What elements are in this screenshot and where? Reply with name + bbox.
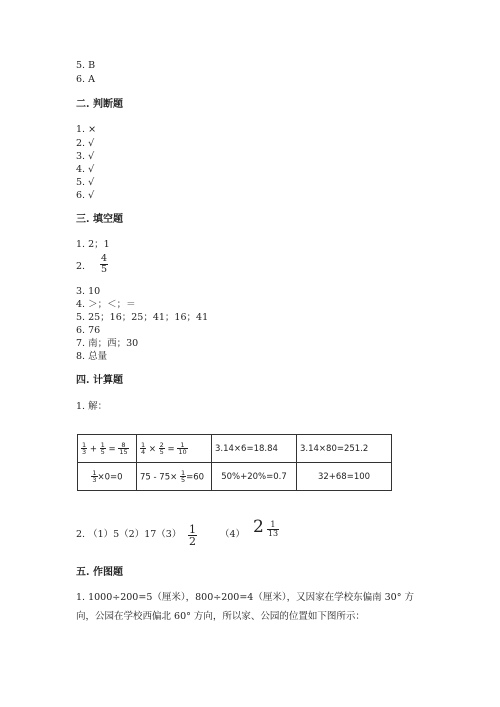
section-title-fill: 三. 填空题 bbox=[76, 214, 123, 225]
mixed-whole: 2 bbox=[253, 517, 264, 537]
judgement-5: 5. √ bbox=[76, 177, 95, 188]
section-title-drawing: 五. 作图题 bbox=[76, 567, 123, 578]
fill-1: 1. 2；1 bbox=[76, 239, 110, 250]
judgement-6: 6. √ bbox=[76, 190, 95, 201]
fill-5: 5. 25；16；25；41；16；41 bbox=[76, 312, 209, 323]
fraction: $\frac{1}{5}$ bbox=[180, 468, 186, 484]
table-cell: 3.14×6=18.84 bbox=[212, 435, 297, 463]
table-cell: 50%+20%=0.7 bbox=[212, 463, 297, 491]
fill-8: 8. 总量 bbox=[76, 351, 108, 362]
fraction: $\frac{1}{3}$ bbox=[92, 468, 97, 484]
fill-7: 7. 南；西；30 bbox=[76, 338, 139, 349]
table-cell: 75 - 75× $\frac{1}{5}$ =60 bbox=[137, 463, 212, 491]
fraction: $\frac{1}{5}$ bbox=[100, 440, 105, 456]
judgement-2: 2. √ bbox=[76, 138, 95, 149]
fraction: $\frac{1}{3}$ bbox=[82, 440, 87, 456]
fraction: $\frac{2}{5}$ bbox=[159, 440, 164, 456]
fraction: $\frac{1}{4}$ bbox=[141, 440, 146, 456]
fraction: $\frac{1}{10}$ bbox=[178, 440, 187, 456]
fill-4: 4. ＞；＜；＝ bbox=[76, 299, 136, 310]
answer-5: 5. B bbox=[76, 60, 96, 71]
table-cell: 3.14×80=251.2 bbox=[297, 435, 392, 463]
table-cell: $\frac{1}{3}$ ×0=0 bbox=[78, 463, 137, 491]
fill-2-numerator: 4 bbox=[101, 253, 108, 264]
table-cell: $\frac{1}{3}$ + $\frac{1}{5}$ = $\frac{8}{15}$ bbox=[78, 435, 137, 463]
mixed-fraction: $\frac{1}{13}$ bbox=[267, 520, 279, 538]
calc-2-part4: （4） bbox=[220, 529, 246, 540]
fill-2-fraction bbox=[100, 254, 108, 274]
drawing-1-line1: 1. 1000÷200=5（厘米），800÷200=4（厘米），又因家在学校东偏南 30° 方 bbox=[76, 592, 414, 603]
drawing-1-line2: 向，公园在学校西偏北 60° 方向，所以家、公园的位置如下图所示： bbox=[76, 611, 365, 622]
table-cell: 32+68=100 bbox=[297, 463, 392, 491]
answer-6: 6. A bbox=[76, 74, 95, 85]
calc-2-fraction: $\frac{1}{2}$ bbox=[189, 523, 196, 548]
fill-2-label: 2. bbox=[76, 261, 86, 272]
table-cell: $\frac{1}{4}$ × $\frac{2}{5}$ = $\frac{1}{10}$ bbox=[137, 435, 212, 463]
section-title-judgement: 二. 判断题 bbox=[76, 99, 123, 110]
calc-2-text: 2. （1）5（2）17（3） bbox=[76, 529, 182, 540]
judgement-4: 4. √ bbox=[76, 164, 95, 175]
judgement-3: 3. √ bbox=[76, 151, 95, 162]
table-row bbox=[78, 463, 392, 491]
judgement-1: 1. × bbox=[76, 124, 97, 135]
table-row bbox=[78, 435, 392, 463]
fill-2-denominator: 5 bbox=[101, 263, 108, 275]
fill-6: 6. 76 bbox=[76, 325, 101, 336]
calc-1-label: 1. 解： bbox=[76, 401, 108, 412]
calc-2-mixed-number bbox=[253, 517, 279, 538]
calc-table bbox=[77, 434, 392, 491]
fraction: $\frac{8}{15}$ bbox=[119, 440, 128, 456]
fill-3: 3. 10 bbox=[76, 286, 101, 297]
section-title-calc: 四. 计算题 bbox=[76, 375, 123, 386]
